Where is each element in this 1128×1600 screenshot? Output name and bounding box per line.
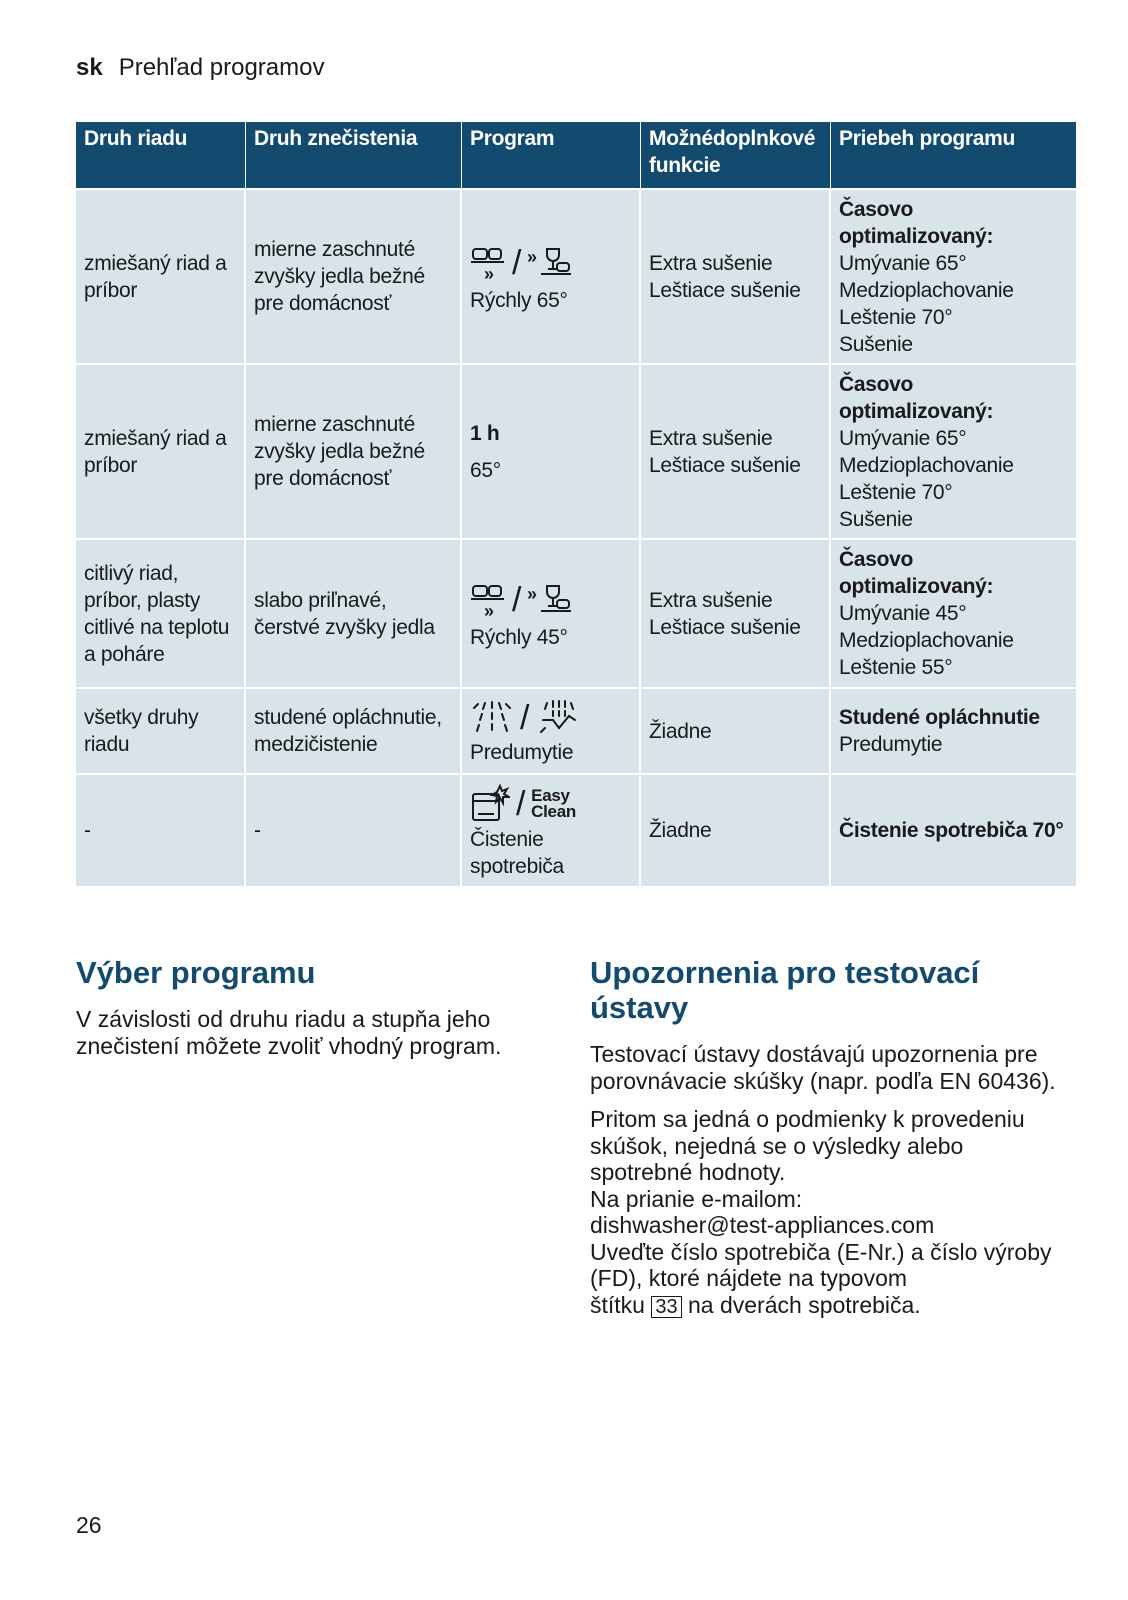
course-title: Časovo optimalizovaný: [839, 548, 994, 598]
course-step: Leštenie 70° [839, 480, 953, 504]
text-line: štítku [590, 1291, 645, 1318]
svg-text:»: » [484, 601, 494, 620]
extra-cell [641, 773, 831, 886]
course-step: Umývanie 65° [839, 251, 967, 275]
prewash-basket-icon [535, 698, 579, 738]
course-step: Umývanie 65° [839, 426, 967, 450]
test-institutes-section [590, 955, 1070, 1318]
course-step: Sušenie [839, 332, 913, 356]
dishes-cell: citlivý riad, príbor, plasty citlivé na teplotu a poháre [76, 538, 246, 687]
extra-function: Leštiace sušenie [649, 615, 801, 639]
svg-text:»: » [527, 584, 537, 604]
program-cell [462, 538, 641, 687]
course-title: Čistenie spotrebiča 70° [839, 819, 1064, 842]
extra-function: Extra sušenie [649, 251, 773, 275]
extra-function: Extra sušenie [649, 426, 773, 450]
quick-glass-icon [527, 243, 573, 283]
soil-cell: studené opláchnutie, medzičistenie [246, 687, 462, 773]
email-address: dishwasher@test-appliances.com [590, 1212, 935, 1238]
program-cell [462, 773, 641, 886]
extra-cell [641, 188, 831, 363]
reference-number-box: 33 [651, 1296, 681, 1318]
table-row [76, 188, 1076, 363]
course-step: Leštenie 70° [839, 305, 953, 329]
text-line: Pritom sa jedná o podmienky k provedeniu skúšok, nejedná se o výsledky alebo spotrebné hodnoty. [590, 1106, 1025, 1185]
section-text: Testovací ústavy dostávajú upozornenia pre porovnávacie skúšky (napr. podľa EN 60436). [590, 1041, 1056, 1094]
page-number: 26 [76, 1512, 102, 1538]
course-step: Leštenie 55° [839, 656, 953, 679]
course-step: Predumytie [839, 733, 943, 756]
soil-cell: slabo priľnavé, čerstvé zvyšky jedla [246, 538, 462, 687]
course-title: Studené opláchnutie [839, 706, 1040, 729]
program-icons [470, 782, 631, 826]
extra-function: Leštiace sušenie [649, 278, 801, 302]
extra-function: Žiadne [649, 719, 712, 743]
table-row [76, 363, 1076, 538]
section-heading: Upozornenia pro testovací ústavy [590, 955, 980, 1025]
extra-cell [641, 687, 831, 773]
course-cell [831, 687, 1076, 773]
svg-text:»: » [527, 247, 537, 267]
program-cell [462, 188, 641, 363]
language-code: sk [76, 54, 103, 81]
course-step: Sušenie [839, 507, 913, 531]
separator: / [516, 784, 526, 823]
course-step: Medzioplachovanie [839, 453, 1014, 477]
section-heading: Výber programu [76, 955, 316, 990]
program-icons [470, 239, 631, 287]
program-name: 65° [470, 458, 501, 482]
program-name: Rýchly 45° [470, 626, 568, 649]
extra-function: Extra sušenie [649, 588, 773, 612]
table-row [76, 687, 1076, 773]
column-header: Priebeh programu [831, 122, 1076, 188]
quick-dishes-icon [470, 580, 506, 620]
extra-function: Leštiace sušenie [649, 453, 801, 477]
program-name: Čistenie spotrebiča [470, 827, 564, 878]
column-header: Program [462, 122, 641, 188]
dishes-cell: - [76, 773, 246, 886]
program-icons [470, 697, 631, 739]
svg-text:»: » [484, 264, 494, 283]
extra-function: Žiadne [649, 819, 712, 842]
extra-cell [641, 363, 831, 538]
text-line: Uveďte číslo spotrebiča (E-Nr.) a číslo výroby (FD), ktoré nájdete na typovom [590, 1238, 1052, 1291]
program-cell [462, 363, 641, 538]
course-step: Medzioplachovanie [839, 278, 1014, 302]
quick-glass-icon [527, 580, 573, 620]
column-header: Možnédoplnkové funkcie [641, 122, 831, 188]
soil-cell: mierne zaschnuté zvyšky jedla bežné pre domácnosť [246, 188, 462, 363]
dishes-cell: zmiešaný riad a príbor [76, 363, 246, 538]
course-cell [831, 538, 1076, 687]
soil-cell: mierne zaschnuté zvyšky jedla bežné pre domácnosť [246, 363, 462, 538]
separator: / [512, 581, 522, 619]
machine-care-icon [470, 784, 510, 824]
header-title: Prehľad programov [118, 54, 325, 81]
course-title: Časovo optimalizovaný: [839, 197, 994, 248]
quick-dishes-icon [470, 243, 506, 283]
table-row [76, 773, 1076, 886]
course-title: Časovo optimalizovaný: [839, 372, 994, 423]
section-text [590, 1106, 1070, 1318]
text-line: Na prianie e-mailom: [590, 1185, 803, 1212]
program-time: 1 h [470, 421, 500, 445]
course-cell [831, 773, 1076, 886]
table-row [76, 538, 1076, 687]
program-icons [470, 576, 631, 624]
program-table [76, 122, 1076, 886]
text-line: na dverách spotrebiča. [688, 1291, 921, 1318]
section-text: V závislosti od druhu riadu a stupňa jeho znečistení môžete zvoliť vhodný program. [76, 1006, 502, 1059]
course-step: Medzioplachovanie [839, 629, 1014, 652]
separator: / [512, 244, 522, 282]
course-cell [831, 363, 1076, 538]
program-selection-section [76, 955, 536, 1059]
dishes-cell: všetky druhy riadu [76, 687, 246, 773]
program-name: Predumytie [470, 740, 574, 764]
page-header [76, 54, 324, 82]
prewash-spray-icon [470, 698, 514, 738]
program-name: Rýchly 65° [470, 289, 568, 312]
course-step: Umývanie 45° [839, 602, 967, 625]
table-header-row [76, 122, 1076, 188]
extra-cell [641, 538, 831, 687]
column-header: Druh znečistenia [246, 122, 462, 188]
column-header: Druh riadu [76, 122, 246, 188]
course-cell [831, 188, 1076, 363]
separator: / [520, 698, 530, 737]
dishes-cell: zmiešaný riad a príbor [76, 188, 246, 363]
soil-cell: - [246, 773, 462, 886]
program-cell [462, 687, 641, 773]
easy-clean-icon: Easy Clean [531, 785, 576, 821]
